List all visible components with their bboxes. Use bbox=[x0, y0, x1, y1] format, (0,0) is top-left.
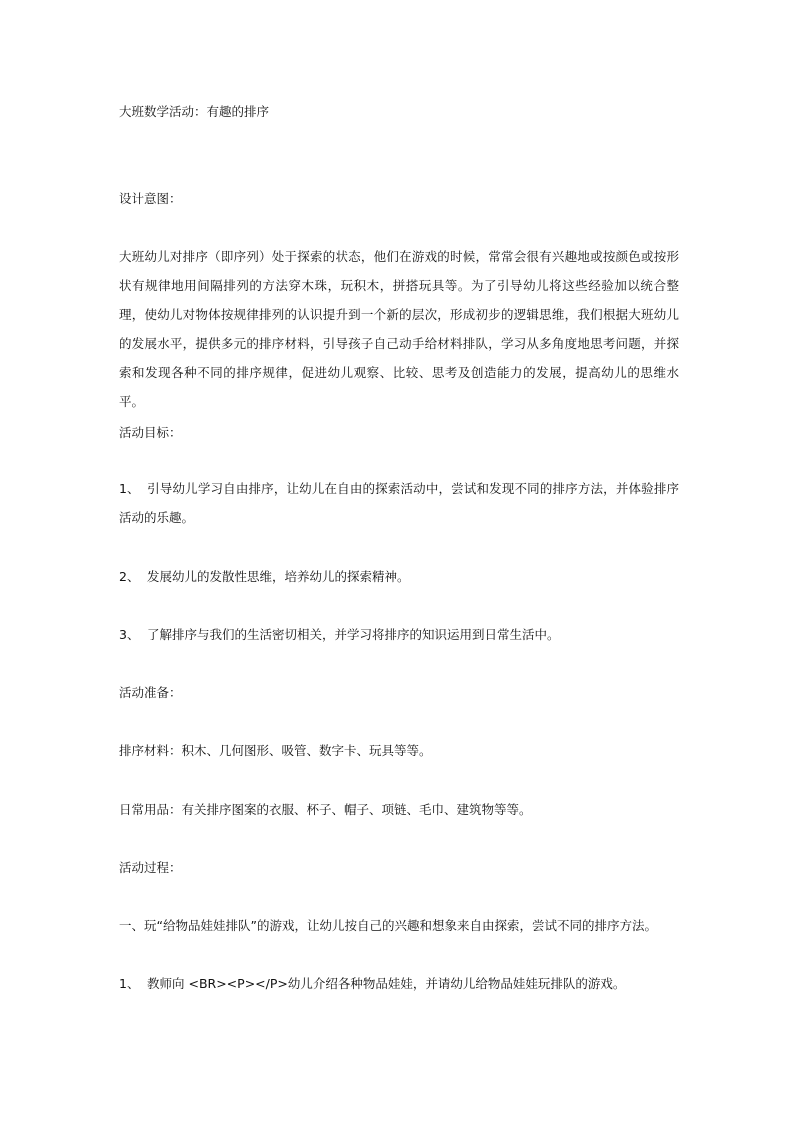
design-paragraph: 大班幼儿对排序（即序列）处于探索的状态，他们在游戏的时候，常常会很有兴趣地或按颜色或按形状有规律地用间隔排列的方法穿木珠，玩积木，拼搭玩具等。为了引导幼儿将这些经验加以统合整理，使幼儿对物体按规律排列的认识提升到一个新的层次，形成初步的逻辑思维，我们根据大班幼儿的发展水平，提供多元的排序材料，引导孩子自己动手给材料排队，学习从多角度地思考问题，并探索和发现各种不同的排序规律，促进幼儿观察、比较、思考及创造能力的发展，提高幼儿的思维水平。 bbox=[119, 249, 679, 409]
substep-text: 教师向 <BR><P></P>幼儿介绍各种物品娃娃，并请幼儿给物品娃娃玩排队的游戏。 bbox=[147, 976, 626, 991]
goal-item-3 bbox=[119, 627, 679, 643]
prep-daily-items: 日常用品：有关排序图案的衣服、杯子、帽子、项链、毛巾、建筑物等等。 bbox=[119, 802, 532, 817]
prep-materials: 排序材料：积木、几何图形、吸管、数字卡、玩具等等。 bbox=[119, 743, 432, 758]
prep-heading: 活动准备： bbox=[119, 685, 182, 700]
goal-text: 引导幼儿学习自由排序，让幼儿在自由的探索活动中，尝试和发现不同的排序方法，并体验排序活动的乐趣。 bbox=[119, 481, 679, 525]
process-step-1: 一、玩“给物品娃娃排队”的游戏，让幼儿按自己的兴趣和想象来自由探索，尝试不同的排序方法。 bbox=[119, 918, 657, 933]
design-heading: 设计意图： bbox=[119, 191, 182, 206]
goals-heading: 活动目标： bbox=[119, 425, 182, 440]
document-title: 大班数学活动：有趣的排序 bbox=[119, 104, 270, 119]
goal-number: 2、 bbox=[119, 569, 140, 584]
substep-number: 1、 bbox=[119, 976, 140, 991]
goal-item-2 bbox=[119, 569, 679, 585]
goal-number: 3、 bbox=[119, 627, 140, 642]
goal-text: 发展幼儿的发散性思维，培养幼儿的探索精神。 bbox=[147, 569, 410, 584]
goal-number: 1、 bbox=[119, 481, 140, 496]
goal-item-1 bbox=[119, 474, 679, 532]
goal-text: 了解排序与我们的生活密切相关，并学习将排序的知识运用到日常生活中。 bbox=[147, 627, 560, 642]
process-heading: 活动过程： bbox=[119, 860, 182, 875]
process-substep-1 bbox=[119, 976, 679, 992]
